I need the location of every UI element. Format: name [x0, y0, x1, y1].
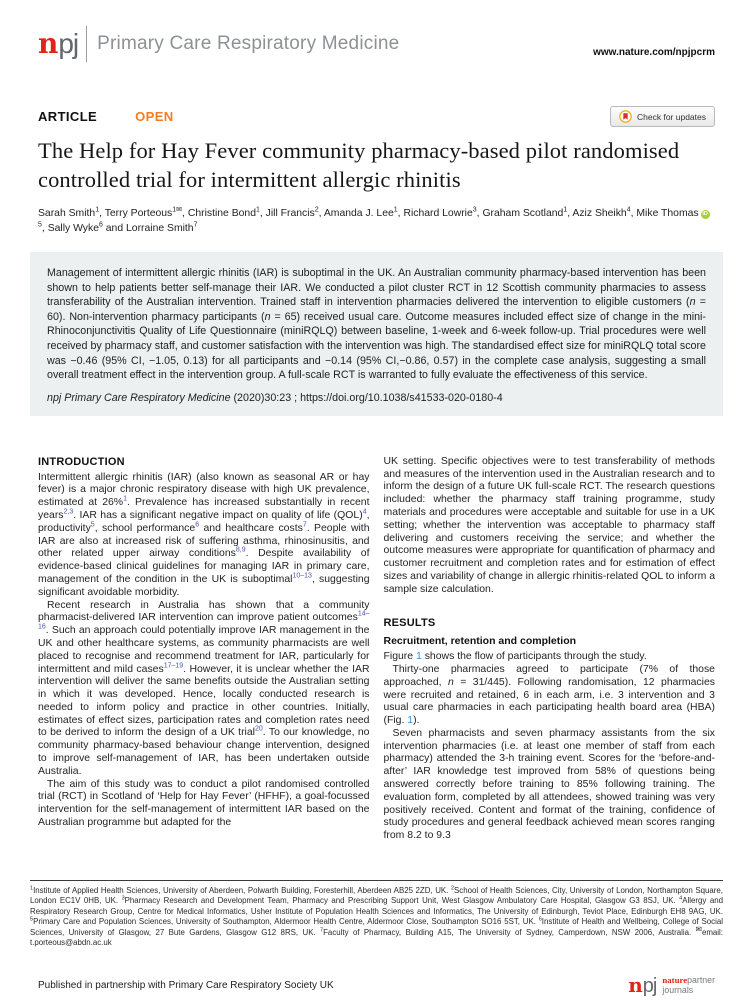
npj-footer-logo-n: n — [628, 972, 643, 997]
affiliation-superscript: 1 — [563, 206, 568, 214]
reference-superscript[interactable]: 8,9 — [235, 546, 246, 554]
npj-footer-logo-pj: pj — [642, 974, 657, 997]
journal-url[interactable]: www.nature.com/npjpcrm — [593, 47, 715, 58]
reference-superscript[interactable]: 3 — [121, 895, 125, 902]
reference-superscript[interactable]: 1 — [123, 495, 127, 503]
reference-superscript[interactable]: 6 — [195, 521, 200, 529]
affiliation-superscript: 6 — [98, 221, 103, 229]
body-paragraph: Thirty-one pharmacies agreed to participate (7% of those approached, n = 31/445). Following randomisation, 12 pharmacies were recruited and retained, 6 in each arm, i.e. 3 intervention and 3 usual care pharmacies in each participating health board area (HBA) (Fig. 1). — [383, 663, 715, 727]
affiliation-superscript: 5 — [38, 221, 42, 229]
affiliation-superscript: 1 — [255, 206, 260, 214]
left-column — [38, 456, 370, 874]
author: Amanda J. Lee$^1$ — [323, 206, 398, 219]
npj-logo-pj: pj — [58, 28, 79, 59]
reference-superscript[interactable]: 1 — [30, 885, 34, 892]
author: Graham Scotland$^1$ — [482, 206, 568, 219]
journal-header — [38, 26, 715, 62]
doi-link[interactable]: https://doi.org/10.1038/s41533-020-0180-4 — [300, 391, 503, 404]
npj-brand-text — [662, 976, 715, 995]
orcid-icon[interactable]: iD — [702, 211, 708, 217]
author: Sally Wyke$^6$ — [47, 221, 103, 234]
reference-superscript[interactable]: 4 — [679, 895, 683, 902]
brand-nature: nature — [662, 975, 688, 986]
affiliation-superscript: 1 — [172, 206, 177, 214]
author: Sarah Smith$^1$ — [38, 206, 100, 219]
article-title: The Help for Hay Fever community pharmacy-based pilot randomised controlled trial for intermittent allergic rhinitis — [38, 138, 680, 192]
page-footer — [38, 972, 715, 997]
author: Christine Bond$^1$ — [187, 206, 260, 219]
citation-line — [47, 392, 706, 404]
affiliation-superscript: 1 — [95, 206, 100, 214]
body-paragraph: UK setting. Specific objectives were to test transferability of methods and measures of the intervention used in the Australian research and to inform the design of a future UK full-scale RCT. The research questions included: whether the pharmacy staff training programme, study materials and procedures were acceptable and suitable for use in a UK setting; whether the intervention was acceptable to pharmacy staff delivering and customers receiving the service; and whether the outcome measures were appropriate for quantification of pharmacy and customer recruitment and completion rates and for estimation of effect sizes and variability of change in allergic rhinitis-related QOL to inform a sample size calculation. — [383, 455, 715, 595]
brand-journals: journals — [662, 984, 694, 995]
author: Lorraine Smith$^7$ — [126, 221, 198, 234]
abstract-text: Management of intermittent allergic rhinitis (IAR) is suboptimal in the UK. An Australian community pharmacy-based intervention has been shown to help patients better self-manage their IAR. We conducted a pilot cluster RCT in 12 Scottish community pharmacies to assess transferability of the Australian intervention. Trained staff in intervention pharmacies delivered the intervention to eligible customers (n = 60). Non-intervention pharmacy participants (n = 65) received usual care. Outcome measures included effect size of change in the mini-Rhinoconjunctivitis Quality of Life Questionnaire (miniRQLQ) between baseline, 1-week and 6-week follow-up. Trial procedures were well received by pharmacy staff, and customer satisfaction with the intervention was high. The standardised effect size for miniRQLQ total score was −0.46 (95% CI, −1.05, 0.13) for all participants and −0.14 (95% CI,−0.86, 0.57) in the complete case analysis, suggesting a small overall treatment effect in the intervention group. A full-scale RCT is warranted to fully evaluate the effectiveness of this service. — [47, 267, 706, 382]
reference-superscript[interactable]: 2,3 — [63, 508, 74, 516]
npj-logo-n: n — [38, 27, 59, 60]
two-column-body — [38, 456, 715, 874]
affiliation-superscript: 7 — [193, 221, 198, 229]
partnership-note: Published in partnership with Primary Care Respiratory Society UK — [38, 980, 334, 992]
author: Terry Porteous$^{1✉}$ — [104, 206, 183, 219]
section-heading: INTRODUCTION — [38, 455, 125, 468]
corresponding-author-icon[interactable]: ✉ — [176, 206, 183, 214]
body-paragraph: Seven pharmacists and seven pharmacy assistants from the six intervention pharmacies (i.e. at least one member of staff from each pharmacy) attended the 3-h training event. Scores for the ‘before-and-after’ IAR knowledge test improved from 58% of questions being answered correctly before training to 85% following training. The evaluation form, completed by all attendees, showed training was very positively received. Content and format of the training, confidence of study procedures and general feedback achieved mean scores ranging from 8.2 to 9.3 — [383, 727, 715, 842]
body-paragraph: Recent research in Australia has shown that a community pharmacist-delivered IAR intervention can improve patient outcomes$^{14-16}$. Such an approach could potentially improve IAR management in the UK and other healthcare systems, as community pharmacists are well placed to recognise and recommend treatment for IAR, particularly for intermittent and mild cases$^{17-19}$. However, it is unclear whether the IAR intervention will deliver the same benefits outside the Australian setting in which it was developed. Hence, locally conducted research is needed to inform policy and practice in other countries. Initially, estimates of effect sizes, participation rates and completion rates need to be derived to inform the design of a UK trial$^{20}$. To our knowledge, no community pharmacy-based behaviour change intervention, designed to improve self-management of IAR, has been undertaken outside Australia. — [38, 599, 370, 777]
article-meta-row — [38, 106, 715, 127]
figure-link[interactable]: 1 — [407, 715, 414, 727]
affiliation-superscript: 1 — [393, 206, 398, 214]
affiliations: $^1$Institute of Applied Health Sciences, University of Aberdeen, Polwarth Building, Foresterhill, Aberdeen AB25 2ZD, UK. $^2$School of Health Sciences, City, University of London, Northampton Square, London EC1V 0HB, UK. $^3$Pharmacy Research and Development Team, Pharmacy and Prescribing Support Unit, West Glasgow Ambulatory Care Hospital, Glasgow G3 8SJ, UK. $^4$Allergy and Respiratory Research Group, Centre for Medical Informatics, Usher Institute of Population Health Sciences and Informatics, The University of Edinburgh, Teviot Place, Edinburgh EH8 9AG, UK. $^5$Primary Care and Population Sciences, University of Southampton, Aldermoor Health Centre, Aldermoor Close, Southampton SO16 5ST, UK. $^6$Institute of Health and Wellbeing, College of Social Sciences, University of Glasgow, 27 Bute Gardens, Glasgow G12 8RS, UK. $^7$Faculty of Pharmacy, Building A15, The University of Sydney, Camperdown, NSW 2006, Australia. ✉email: t.porteous@abdn.ac.uk — [30, 885, 724, 948]
right-column — [384, 456, 716, 874]
affiliation-superscript: 4 — [626, 206, 631, 214]
check-updates-button[interactable] — [610, 106, 715, 127]
author: Jill Francis$^2$ — [265, 206, 319, 219]
reference-superscript[interactable]: 2 — [450, 885, 454, 892]
author: Aziz Sheikh$^4$ — [572, 206, 631, 219]
citation-volume: (2020)30:23 ; — [230, 391, 301, 404]
author: Mike Thomas $iD^5$ — [38, 208, 708, 229]
reference-superscript[interactable]: 14–16 — [38, 610, 370, 631]
journal-name: Primary Care Respiratory Medicine — [97, 33, 400, 54]
article-type-label: ARTICLE — [38, 109, 98, 124]
brand-partner: partner — [687, 975, 715, 986]
section-heading: RESULTS — [383, 616, 436, 629]
email-icon: ✉ — [695, 924, 702, 934]
crossmark-icon — [619, 110, 632, 123]
reference-superscript[interactable]: 4 — [362, 508, 367, 516]
reference-superscript[interactable]: 5 — [90, 521, 95, 529]
reference-superscript[interactable]: 10–13 — [292, 572, 312, 580]
reference-superscript[interactable]: 7 — [302, 521, 307, 529]
author: Richard Lowrie$^3$ — [403, 206, 477, 219]
body-paragraph: Intermittent allergic rhinitis (IAR) (also known as seasonal AR or hay fever) is a major chronic respiratory disease with high UK prevalence, estimated at 26%$^1$. Prevalence has increased substantially in recent years$^{2,3}$. IAR has a significant negative impact on quality of life (QOL)$^4$, productivity$^5$, school performance$^6$ and healthcare costs$^7$. People with IAR are also at increased risk of suffering asthma, rhinosinusitis, and other related upper airway conditions$^{8,9}$. Despite availability of evidence-based clinical guidelines for managing IAR in primary care, management of the condition in the UK is suboptimal$^{10-13}$, suggesting significant avoidable morbidity. — [38, 471, 370, 598]
section-heading: Recruitment, retention and completion — [383, 635, 577, 648]
reference-superscript[interactable]: 7 — [320, 927, 324, 934]
reference-superscript[interactable]: 17–19 — [163, 662, 184, 670]
reference-superscript[interactable]: 6 — [538, 916, 542, 923]
affiliation-superscript: 3 — [472, 206, 477, 214]
check-updates-label: Check for updates — [637, 111, 706, 122]
citation-journal: npj Primary Care Respiratory Medicine — [47, 391, 231, 404]
abstract-box — [30, 252, 723, 416]
author-list: Sarah Smith$^1$, Terry Porteous$^{1✉}$, Christine Bond$^1$, Jill Francis$^2$, Amanda J. Lee$^1$, Richard Lowrie$^3$, Graham Scotland$^1$, Aziz Sheikh$^4$, Mike Thomas $iD^5$, Sally Wyke$^6$ and Lorraine Smith$^7$ — [38, 206, 708, 234]
section-gap — [384, 597, 716, 617]
reference-superscript[interactable]: 5 — [30, 916, 34, 923]
footnote-divider — [30, 880, 723, 881]
npj-footer-logo — [628, 972, 715, 997]
open-access-label: OPEN — [135, 109, 174, 124]
reference-superscript[interactable]: 20 — [255, 726, 263, 733]
figure-link[interactable]: 1 — [416, 651, 422, 663]
npj-logo — [38, 26, 399, 62]
logo-divider — [86, 26, 87, 62]
body-paragraph: Figure 1 shows the flow of participants through the study. — [383, 651, 647, 663]
body-paragraph: The aim of this study was to conduct a pilot randomised controlled trial (RCT) in Scotland of ‘Help for Hay Fever’ (HFHF), a goal-focussed intervention for the self-management of intermittent IAR based on the Australian programme but adapted for the — [38, 778, 370, 829]
affiliation-superscript: 2 — [314, 206, 319, 214]
